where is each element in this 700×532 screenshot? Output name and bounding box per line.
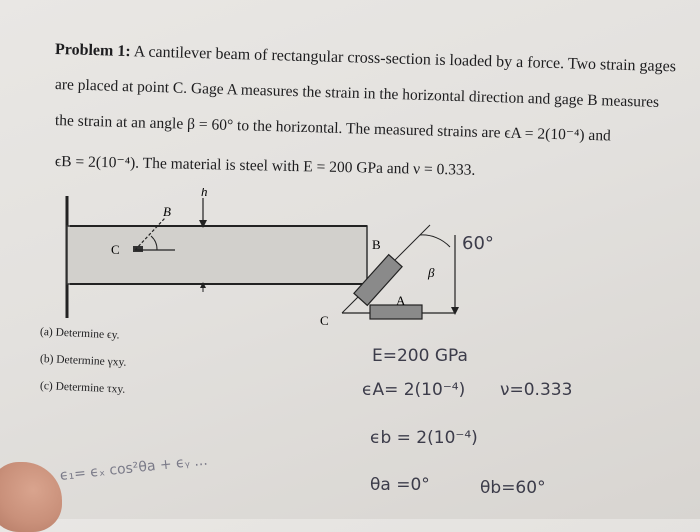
handwritten-formula-fragment: ϵ₁= ϵₓ cos²θa + ϵᵧ ... xyxy=(59,452,209,484)
question-c: (c) Determine τxy. xyxy=(39,380,126,396)
handwritten-eps-b: ϵb = 2(10⁻⁴) xyxy=(370,428,478,448)
handwritten-e-modulus: E=200 GPa xyxy=(372,346,468,366)
h-label: h xyxy=(201,188,208,199)
beta-arc-rosette xyxy=(420,235,450,247)
handwritten-nu: ν=0.333 xyxy=(500,380,573,400)
c-label-gage: C xyxy=(320,313,329,328)
problem-line-4: ϵB = 2(10⁻⁴). The material is steel with E = 200 GPa and ν = 0.333. xyxy=(54,153,476,179)
vertical-arrowhead xyxy=(451,307,459,315)
beta-label-gage: β xyxy=(428,265,435,280)
problem-line-3: the strain at an angle β = 60° to the horizontal. The measured strains are ϵA = 2(10⁻⁴) and xyxy=(54,112,612,145)
c-label-beam: C xyxy=(111,242,120,257)
handwritten-theta-b: θb=60° xyxy=(480,478,546,498)
finger-occlusion xyxy=(0,462,62,532)
problem-line-1 xyxy=(55,41,676,76)
handwritten-theta-a: θa =0° xyxy=(370,475,430,495)
handwritten-eps-a: ϵA= 2(10⁻⁴) xyxy=(362,380,466,400)
gage-a-beam xyxy=(133,246,143,252)
gage-rosette-diagram xyxy=(300,215,500,330)
question-b: (b) Determine γxy. xyxy=(39,353,127,369)
angle-label: 60° xyxy=(462,233,494,254)
problem-text-1: A cantilever beam of rectangular cross-section is loaded by a force. Two strain gages xyxy=(133,43,677,76)
problem-line-2: are placed at point C. Gage A measures the strain in the horizontal direction and gage B measures xyxy=(54,76,660,111)
b-label-gage: B xyxy=(372,237,381,252)
problem-label: Problem 1: xyxy=(54,41,131,61)
a-label-gage: A xyxy=(396,293,406,308)
question-a: (a) Determine ϵy. xyxy=(39,326,120,342)
beta-label-beam: B xyxy=(163,204,171,219)
gage-b xyxy=(354,255,402,306)
